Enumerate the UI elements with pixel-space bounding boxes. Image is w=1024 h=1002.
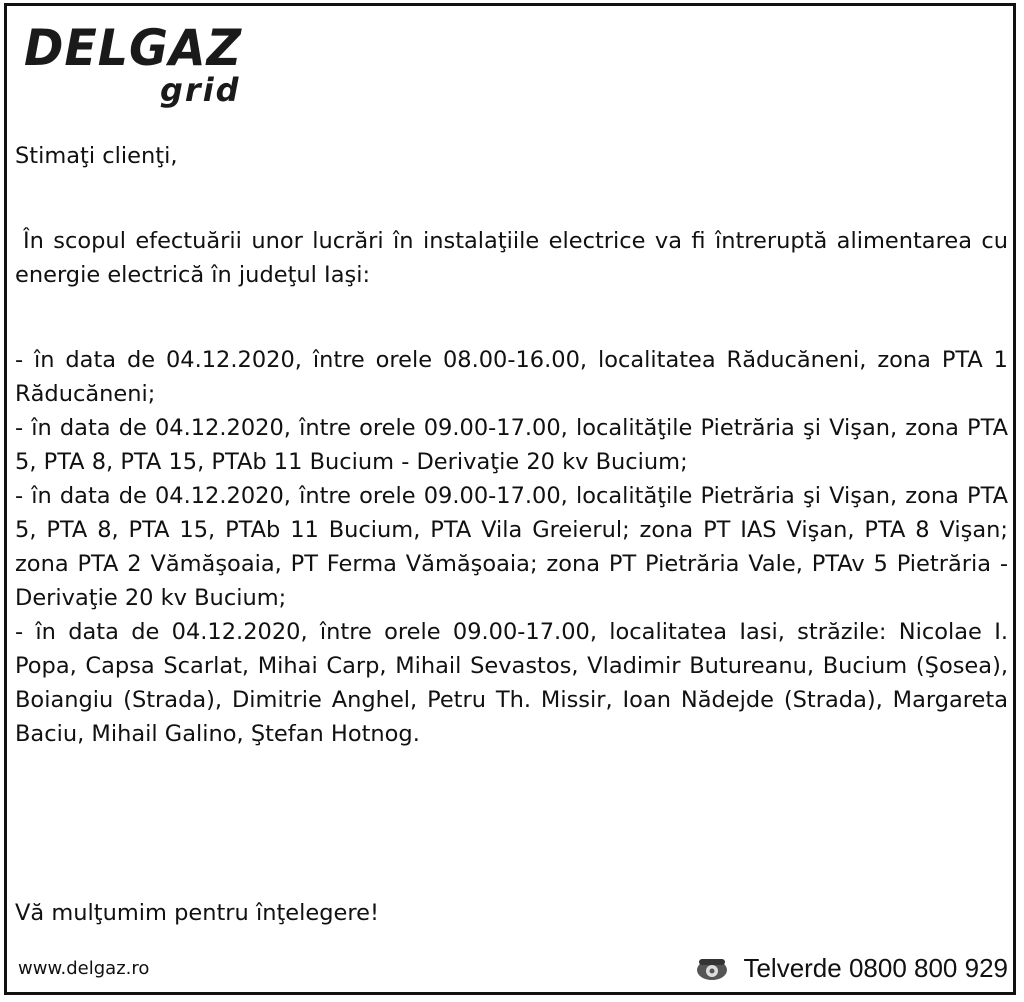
- logo-brand: DELGAZ: [24, 19, 243, 77]
- phone-contact: [695, 952, 1008, 984]
- phone-number[interactable]: Telverde 0800 800 929: [743, 953, 1008, 983]
- outage-item-1: - în data de 04.12.2020, între orele 08.00-16.00, localitatea Răducăneni, zona PTA 1 Răducăneni;: [15, 347, 1008, 407]
- outage-item-2: - în data de 04.12.2020, între orele 09.00-17.00, localităţile Pietrăria şi Vişan, zona PTA 5, PTA 8, PTA 15, PTAb 11 Bucium - Derivaţie 20 kv Bucium;: [15, 415, 1008, 475]
- outage-item-4: - în data de 04.12.2020, între orele 09.00-17.00, localitatea Iasi, străzile: Nicolae I. Popa, Capsa Scarlat, Mihai Carp, Mihail Sevastos, Vladimir Butureanu, Bucium (Şosea), Boiangiu (Strada), Dimitrie Anghel, Petru Th. Missir, Ioan Nădejde (Strada), Margareta Baciu, Mihail Galino, Ştefan Hotnog.: [15, 619, 1008, 747]
- greeting: Stimaţi clienţi,: [15, 143, 178, 169]
- website-link[interactable]: www.delgaz.ro: [18, 958, 150, 979]
- closing-text: Vă mulţumim pentru înţelegere!: [15, 900, 379, 926]
- telephone-icon: [695, 955, 729, 981]
- outage-item-3: - în data de 04.12.2020, între orele 09.00-17.00, localităţile Pietrăria şi Vişan, zona PTA 5, PTA 8, PTA 15, PTAb 11 Bucium, PTA Vila Greierul; zona PT IAS Vişan, PTA 8 Vişan; zona PTA 2 Vămăşoaia, PT Ferma Vămăşoaia; zona PT Pietrăria Vale, PTAv 5 Pietrăria - Derivaţie 20 kv Bucium;: [15, 483, 1008, 611]
- intro-paragraph: În scopul efectuării unor lucrări în instalaţiile electrice va fi întreruptă alimentarea cu energie electrică în judeţul Iaşi:: [15, 228, 1008, 288]
- logo-sub: grid: [160, 71, 241, 109]
- delgaz-grid-logo: [24, 20, 264, 110]
- outage-list: [15, 343, 1008, 751]
